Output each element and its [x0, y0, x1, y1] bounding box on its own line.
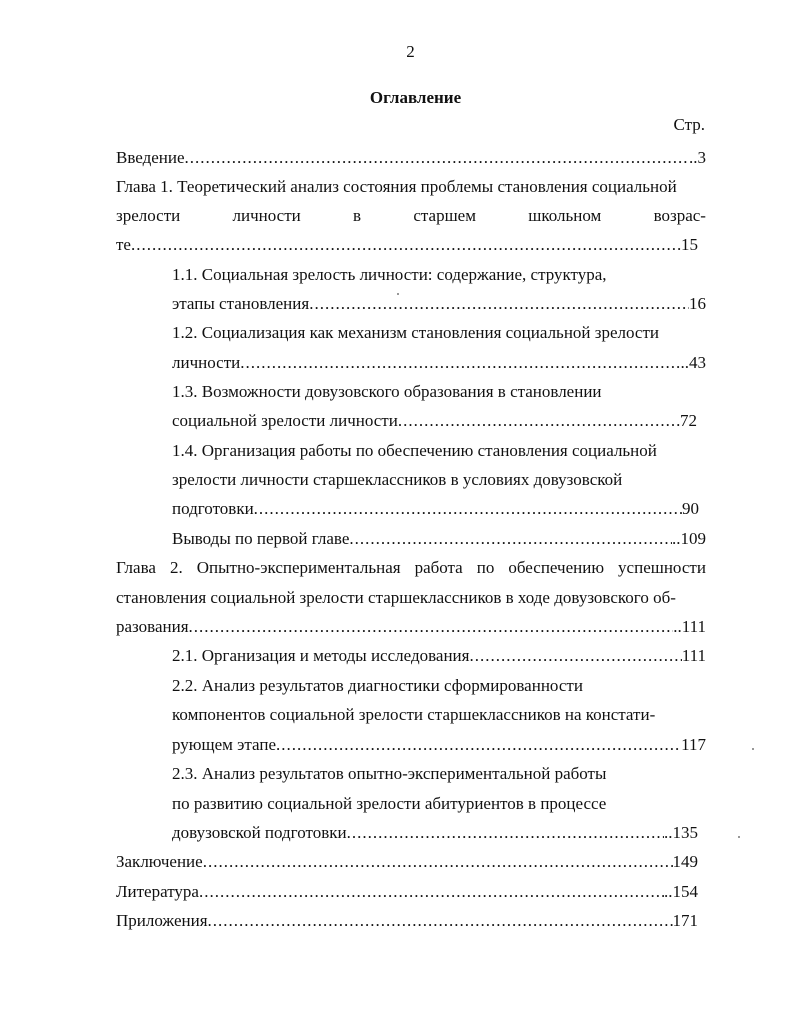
word: Опытно-экспериментальная	[196, 558, 401, 577]
toc-entry-page: 111	[681, 646, 706, 665]
toc-entry-conclusions-ch1	[172, 528, 706, 550]
toc-chapter1-line1: Глава 1. Теоретический анализ состояния проблемы становления социальной	[116, 177, 677, 196]
toc-section-2-2-line1: 2.2. Анализ результатов диагностики сформированности	[172, 676, 583, 695]
toc-entry-page: 117	[681, 735, 706, 754]
toc-leader-dots	[189, 616, 674, 638]
toc-entry-page: 16	[689, 294, 706, 313]
toc-entry-page: ..109	[672, 529, 706, 548]
toc-section-1-4-line1: 1.4. Организация работы по обеспечению становления социальной	[172, 441, 657, 460]
toc-entry-page: 72	[680, 411, 697, 430]
toc-entry-page: 171	[672, 911, 698, 930]
toc-entry-page: ..135	[664, 823, 698, 842]
toc-entry-text: те	[116, 235, 131, 254]
toc-section-2-2-line2: компонентов социальной зрелости старшеклассников на констати-	[172, 705, 656, 724]
scan-speck	[738, 836, 740, 838]
toc-entry-page: ..154	[664, 882, 698, 901]
toc-entry-text: подготовки	[172, 499, 254, 518]
toc-entry-page: 149	[672, 852, 698, 871]
toc-section-1-2-line1: 1.2. Социализация как механизм становления социальной зрелости	[172, 323, 659, 342]
toc-leader-dots	[469, 645, 681, 667]
toc-entry-literature	[116, 881, 698, 903]
word: работа	[414, 558, 463, 577]
toc-entry-text: Введение	[116, 148, 185, 167]
toc-leader-dots	[349, 528, 672, 550]
toc-entry-section-1-2	[172, 352, 706, 374]
toc-entry-text: социальной зрелости личности	[172, 411, 398, 430]
toc-leader-dots	[276, 734, 681, 756]
toc-section-1-3-line1: 1.3. Возможности довузовского образования в становлении	[172, 382, 602, 401]
toc-leader-dots	[254, 498, 682, 520]
toc-leader-dots	[208, 910, 673, 932]
word: старшем	[413, 206, 476, 225]
toc-section-2-3-line1: 2.3. Анализ результатов опытно-экспериментальной работы	[172, 764, 607, 783]
word: по	[476, 558, 495, 577]
toc-entry-section-2-3	[172, 822, 698, 844]
toc-chapter1-line2	[116, 205, 706, 227]
scan-speck	[397, 293, 399, 295]
toc-entry-page: 15	[681, 235, 698, 254]
page-title: Оглавление	[369, 88, 462, 107]
word: 2.	[169, 558, 183, 577]
toc-entry-text: этапы становления	[172, 294, 310, 313]
toc-entry-text: разования	[116, 617, 189, 636]
toc-entry-text: Литература	[116, 882, 199, 901]
toc-entry-conclusion	[116, 851, 698, 873]
toc-chapter2-line1	[116, 557, 706, 579]
toc-entry-chapter2	[116, 616, 706, 638]
toc-entry-text: личности	[172, 353, 241, 372]
toc-entry-section-1-3	[172, 410, 697, 432]
word: обеспечению	[508, 558, 605, 577]
word: личности	[232, 206, 301, 225]
word: возрас-	[653, 206, 706, 225]
toc-leader-dots	[347, 822, 664, 844]
toc-section-1-4-line2: зрелости личности старшеклассников в условиях довузовской	[172, 470, 623, 489]
toc-entry-chapter1	[116, 234, 698, 256]
toc-leader-dots	[309, 293, 689, 315]
word: зрелости	[116, 206, 181, 225]
toc-entry-page: ..3	[689, 148, 706, 167]
toc-entry-text: рующем этапе	[172, 735, 277, 754]
toc-section-2-3-line2: по развитию социальной зрелости абитуриентов в процессе	[172, 794, 607, 813]
toc-entry-text: Заключение	[116, 852, 203, 871]
word: успешности	[618, 558, 706, 577]
toc-entry-appendix	[116, 910, 698, 932]
toc-chapter2-line2: становления социальной зрелости старшеклассников в ходе довузовского об-	[116, 588, 676, 607]
toc-entry-page: ..111	[673, 617, 706, 636]
toc-leader-dots	[203, 851, 673, 873]
page-column-label: Стр.	[673, 115, 705, 134]
toc-entry-text: Приложения	[116, 911, 208, 930]
toc-leader-dots	[199, 881, 664, 903]
toc-entry-text: 2.1. Организация и методы исследования	[172, 646, 470, 665]
toc-entry-section-1-4	[172, 498, 699, 520]
toc-entry-section-2-1	[172, 645, 706, 667]
toc-entry-section-2-2	[172, 734, 706, 756]
toc-entry-page: 90	[682, 499, 699, 518]
toc-leader-dots	[185, 147, 689, 169]
toc-section-1-1-line1: 1.1. Социальная зрелость личности: содержание, структура,	[172, 265, 607, 284]
toc-entry-section-1-1	[172, 293, 706, 315]
toc-leader-dots	[240, 352, 680, 374]
word: Глава	[116, 558, 156, 577]
toc-entry-page: ..43	[680, 353, 706, 372]
word: школьном	[528, 206, 602, 225]
scan-speck	[752, 748, 754, 750]
toc-entry-text: довузовской подготовки	[172, 823, 347, 842]
word: в	[353, 206, 362, 225]
toc-entry-text: Выводы по первой главе	[172, 529, 350, 548]
toc-leader-dots	[398, 410, 680, 432]
page-number: 2	[406, 42, 415, 61]
toc-leader-dots	[131, 234, 681, 256]
toc-entry-intro	[116, 147, 706, 169]
